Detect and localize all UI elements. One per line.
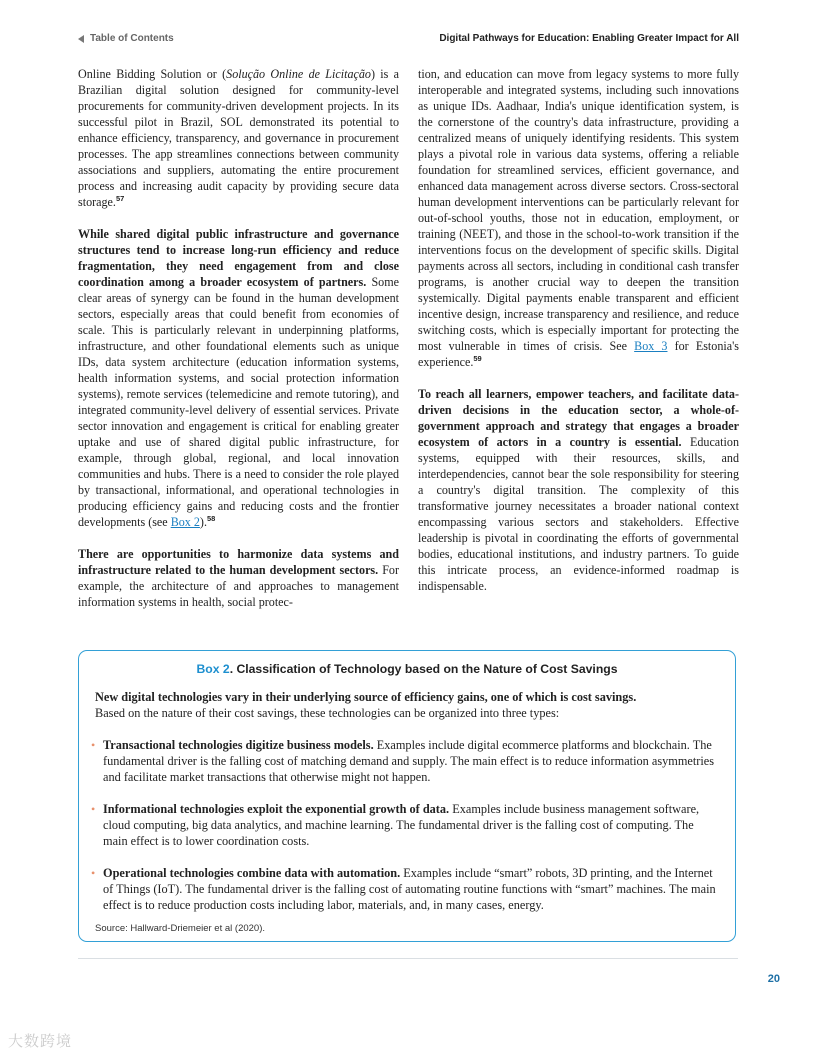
list-item: • Transactional technologies digitize business models. Examples include digital ecommerce platforms and blockchain. The fundamental driver is the falling cost of matching demand and supply. The main effect is to reduce information asymmetries and facilitate market transactions that otherwise might not happen. bbox=[91, 738, 715, 784]
box-2-panel bbox=[78, 650, 736, 942]
paragraph: To reach all learners, empower teachers, and facilitate data-driven decisions in the education sector, a whole-of-government approach and strategy that engages a broader ecosystem of actors in a country is essential. Education systems, equipped with their resources, skills, and interdependencies, cannot bear the sole responsibility for steering a country's digital transition. The complexity of this transformative journey necessitates a broader national context encompassing various sectors and stakeholders. Effective leadership is pivotal in coordinating the efforts of governmental bodies, educational institutions, and industry partners. To guide this intricate process, an evidence-informed roadmap is indispensable. bbox=[418, 387, 739, 593]
right-column bbox=[418, 66, 739, 594]
box-2-link[interactable]: Box 2 bbox=[170, 515, 200, 529]
list-item: • Operational technologies combine data with automation. Examples include “smart” robots, 3D printing, and the Internet of Things (IoT). The fundamental driver is the falling cost of automating routine functions with “smart” machines. The main effect is to reduce production costs including labor, materials, and, in many cases, energy. bbox=[91, 866, 716, 912]
watermark: 大数跨境 bbox=[8, 1032, 73, 1050]
footnote-ref[interactable]: 59 bbox=[473, 353, 482, 363]
page-number: 20 bbox=[767, 973, 780, 985]
box-3-link[interactable]: Box 3 bbox=[634, 339, 668, 353]
box-source: Source: Hallward-Driemeier et al (2020). bbox=[95, 923, 266, 934]
paragraph: Online Bidding Solution or (Solução Online de Licitação) is a Brazilian digital solution designed for community-level procurements for community-driven development projects. In its successful pilot in Brazil, SOL demonstrated its potential to enhance efficiency, transparency, and governance in procurement processes. The app streamlines connections between community associations and suppliers, automating the entire procurement process and increasing audit capacity by providing secure data storage.$^{57}$ bbox=[78, 67, 400, 209]
left-column bbox=[78, 66, 399, 610]
box-intro: New digital technologies vary in their underlying source of efficiency gains, one of which is cost savings. Based on the nature of their cost savings, these technologies can be organized into three types: bbox=[95, 690, 637, 720]
running-title: Digital Pathways for Education: Enabling Greater Impact for All bbox=[439, 33, 739, 44]
paragraph: There are opportunities to harmonize data systems and infrastructure related to the human development sectors. For example, the architecture of and approaches to management information systems in health, social protec- bbox=[78, 547, 400, 609]
footer-divider bbox=[78, 958, 738, 959]
list-item: • Informational technologies exploit the exponential growth of data. Examples include business management software, cloud computing, big data analytics, and machine learning. The fundamental driver is the falling cost of computing. The main effect is to lower coordination costs. bbox=[91, 802, 700, 848]
paragraph: tion, and education can move from legacy systems to more fully interoperable and integrated systems, including such innovations as unique IDs. Aadhaar, India's unique identification system, is the cornerstone of the country's data infrastructure, providing a centralized means of uniquely identifying residents. This system plays a pivotal role in various data systems, offering a reliable foundation for streamlined services, efficient governance, and enhanced data management across diverse sectors. Cross-sectoral human development interventions can be particularly relevant for out-of-school youths, those not in education, employment, or training (NEET), and those in the school-to-work transition if the interventions focus on the development of specific skills. Digital payments across all sectors, including in conditional cash transfer programs, is another crucial way to deepen the transition systemically. Digital payments enable transparent and efficient incentive design, increase transparency and resilience, and reduce switching costs, which is especially important for protecting the most vulnerable in times of crisis. See Box 3 for Estonia's experience.$^{59}$ bbox=[418, 67, 739, 369]
bullet-icon: • bbox=[91, 866, 96, 880]
bullet-icon: • bbox=[91, 802, 96, 816]
toc-label: Table of Contents bbox=[90, 33, 174, 44]
back-arrow-icon bbox=[78, 35, 84, 43]
footnote-ref[interactable]: 57 bbox=[115, 193, 125, 203]
footnote-ref[interactable]: 58 bbox=[206, 513, 216, 523]
technology-list bbox=[91, 737, 719, 913]
bullet-icon: • bbox=[91, 738, 96, 752]
paragraph: While shared digital public infrastructure and governance structures tend to increase long-run efficiency and reduce fragmentation, they need engagement from and close coordination among a broader ecosystem of partners. Some clear areas of synergy can be found in the human development sectors, especially areas that could benefit from economies of scale. This is particularly relevant in underpinning platforms, infrastructure, and other foundational elements such as unique IDs, data system architecture (education information systems, health information systems, and social protection information systems), remote services (telemedicine and remote tutoring), and integrated community-level delivery of essential services. Private sector innovation and engagement is critical for enabling greater uptake and use of shared digital public infrastructure, for example, through global, regional, and local innovation communities and hubs. There is a need to consider the role played by transactional, informational, and operational technologies in producing efficiency gains and reducing costs and the frontier developments (see Box 2).$^{58}$ bbox=[78, 227, 399, 529]
table-of-contents-link[interactable] bbox=[78, 33, 174, 44]
box-title: Box 2. Classification of Technology based on the Nature of Cost Savings bbox=[196, 662, 618, 676]
